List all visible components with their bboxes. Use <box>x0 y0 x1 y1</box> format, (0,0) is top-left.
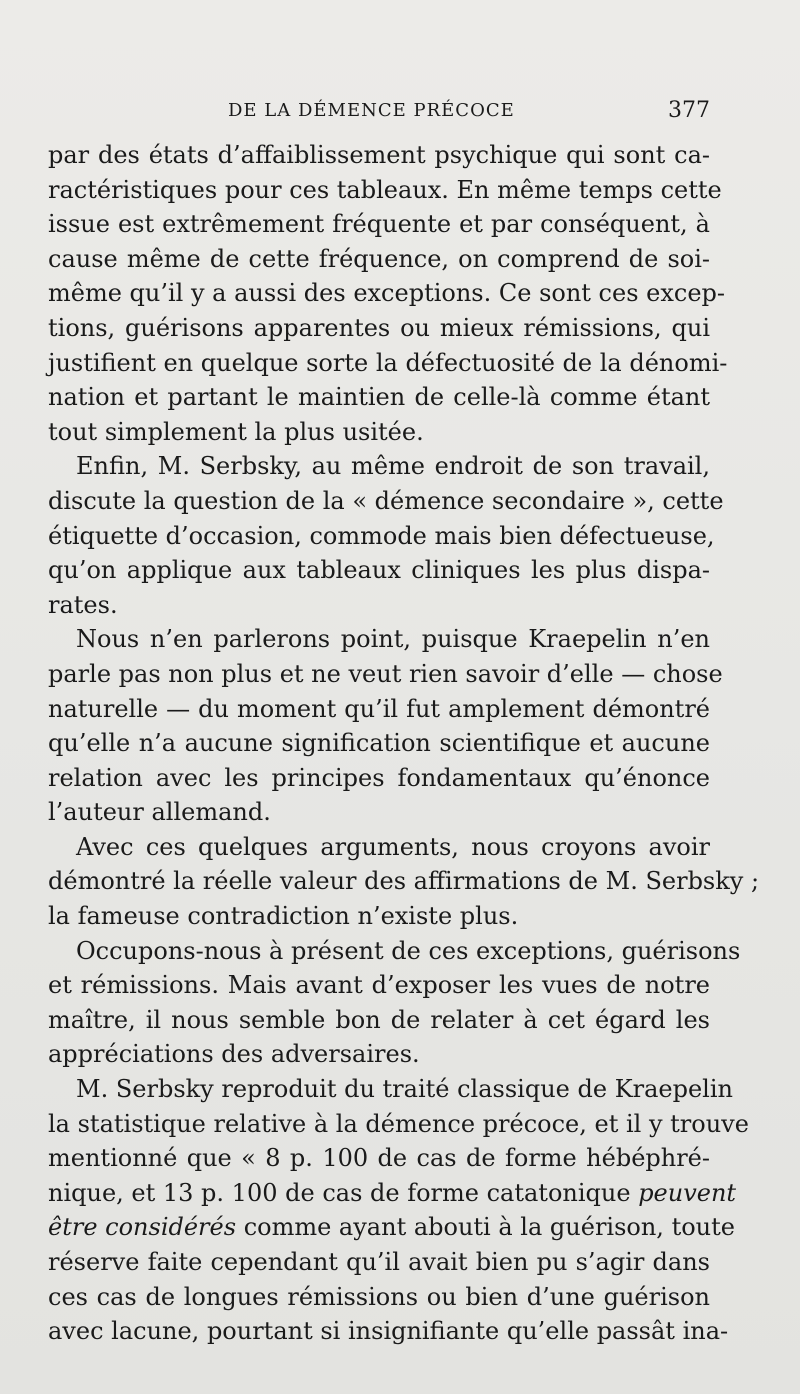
body-text <box>48 138 760 1349</box>
text-line: Occupons-nous à présent de ces exceptions, guérisons <box>76 936 741 965</box>
text-line: appréciations des adversaires. <box>48 1040 420 1069</box>
text-line: Nous n’en parlerons point, puisque Kraepelin n’en <box>76 625 710 654</box>
text-line: qu’on applique aux tableaux cliniques les plus dispa- <box>48 556 710 585</box>
text-line: tout simplement la plus usitée. <box>48 417 424 446</box>
text-line: justifient en quelque sorte la défectuosité de la dénomi- <box>48 348 728 377</box>
running-head: DE LA DÉMENCE PRÉCOCE <box>228 100 515 121</box>
text-line: mentionné que « 8 p. 100 de cas de forme hébéphré- <box>48 1144 710 1173</box>
text-line: naturelle — du moment qu’il fut amplement démontré <box>48 694 710 723</box>
text-line: Avec ces quelques arguments, nous croyons avoir <box>76 832 710 861</box>
text-line: la fameuse contradiction n’existe plus. <box>48 902 519 931</box>
text-line: nation et partant le maintien de celle-là comme étant <box>48 383 710 412</box>
text-line: discute la question de la « démence secondaire », cette <box>48 486 724 515</box>
text-line: même qu’il y a aussi des exceptions. Ce sont ces excep- <box>48 279 726 308</box>
italic-text: être considérés <box>48 1213 237 1242</box>
text-line: M. Serbsky reproduit du traité classique de Kraepelin <box>76 1075 733 1104</box>
text-line: maître, il nous semble bon de relater à cet égard les <box>48 1005 710 1034</box>
text-line: relation avec les principes fondamentaux qu’énonce <box>48 763 710 792</box>
text-line: rates. <box>48 590 118 619</box>
text-line: l’auteur allemand. <box>48 798 271 827</box>
text-line: démontré la réelle valeur des affirmations de M. Serbsky ; <box>48 867 760 896</box>
text-line: tions, guérisons apparentes ou mieux rémissions, qui <box>48 313 710 342</box>
text-line: réserve faite cependant qu’il avait bien pu s’agir dans <box>48 1248 710 1276</box>
text-line: issue est extrêmement fréquente et par conséquent, à <box>48 210 710 239</box>
text-line: cause même de cette fréquence, on comprend de soi- <box>48 244 710 273</box>
text-line: étiquette d’occasion, commode mais bien défectueuse, <box>48 521 715 550</box>
text-line: Enfin, M. Serbsky, au même endroit de son travail, <box>76 452 710 481</box>
text-line: avec lacune, pourtant si insignifiante qu’elle passât ina- <box>48 1317 729 1346</box>
text-line: ractéristiques pour ces tableaux. En même temps cette <box>48 175 722 204</box>
text-line: parle pas non plus et ne veut rien savoir d’elle — chose <box>48 659 723 688</box>
text-line: la statistique relative à la démence précoce, et il y trouve <box>48 1109 749 1138</box>
text-line <box>48 1176 737 1211</box>
page-header <box>50 98 710 128</box>
text-line: qu’elle n’a aucune signification scientifique et aucune <box>48 729 710 758</box>
text-line: et rémissions. Mais avant d’exposer les vues de notre <box>48 971 710 1000</box>
italic-text: peuvent <box>638 1178 737 1207</box>
text-segment: comme ayant abouti à la guérison, toute <box>236 1213 735 1242</box>
text-line: par des états d’affaiblissement psychique qui sont ca- <box>48 141 710 169</box>
text-line <box>48 1210 735 1245</box>
text-line: ces cas de longues rémissions ou bien d’une guérison <box>48 1282 710 1311</box>
page-number: 377 <box>668 98 710 123</box>
text-segment: nique, et 13 p. 100 de cas de forme catatonique <box>48 1178 639 1207</box>
